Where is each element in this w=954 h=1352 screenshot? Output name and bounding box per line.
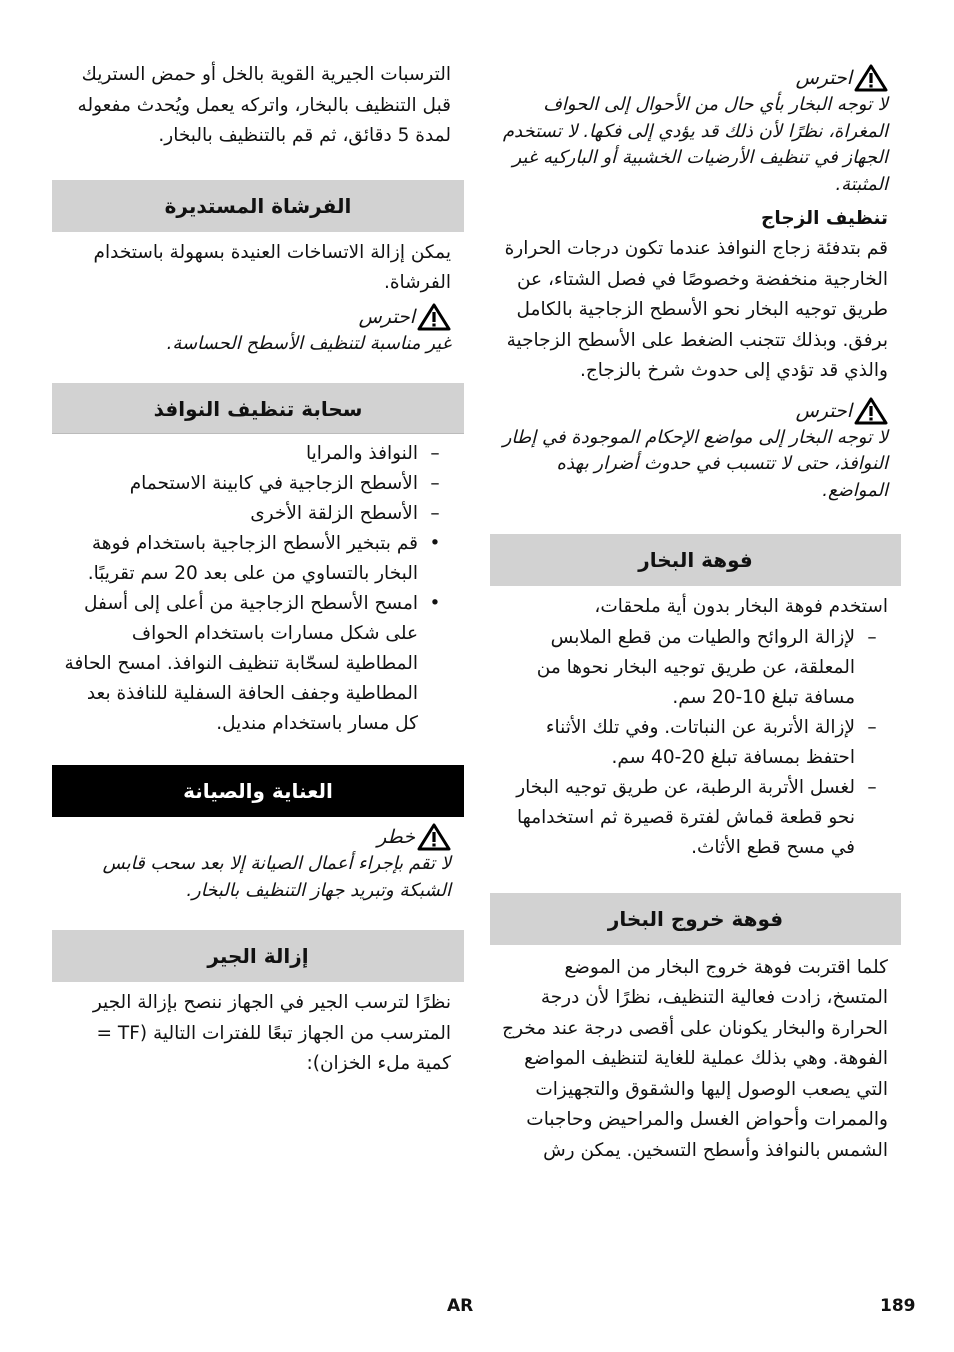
warning-round-brush — [52, 303, 464, 358]
warning-label: احترس — [795, 67, 852, 89]
steam-nozzle-list — [490, 623, 901, 863]
section-title-round-brush: الفرشاة المستديرة — [52, 180, 464, 232]
descaling-text: نظرًا لترسب الجير في الجهاز ننصح بإزالة الجير المترسب من الجهاز تبعًا للفترات التالية (TF = كمية ملء الخزان): — [92, 992, 451, 1074]
danger-care — [52, 823, 464, 904]
list-item: • امسح الأسطح الزجاجية من أعلى إلى أسفل على شكل مسارات باستخدام الحواف المطاطية لسحّابة تنظيف النوافذ. امسح الحافة المطاطية وجفف الحافة السفلية للنافذة بعد كل مسار باستخدام منديل. — [64, 593, 441, 734]
warning-triangle-icon — [854, 397, 888, 425]
warning-label: احترس — [795, 399, 852, 422]
warning-window-frame — [490, 397, 901, 505]
left-column — [52, 60, 464, 1080]
list-item: – لإزالة الأتربة عن النباتات. وفي تلك الأثناء احتفظ بمسافة تبلغ 20-40 سم. — [545, 716, 877, 768]
list-item: – لإزالة الروائح والطيات من قطع الملابس المعلقة، عن طريق توجيه البخار نحوها من مسافة تبلغ 10-20 سم. — [536, 626, 877, 708]
danger-text: لا تقم بإجراء أعمال الصيانة إلا بعد سحب قابس الشبكة وتبريد جهاز التنظيف بالبخار. — [102, 853, 451, 901]
descaling-continued-text: الترسبات الجيرية القوية بالخل أو حمض الستريك قبل التنظيف بالبخار، واتركه يعمل ويُحدث مفعوله لمدة 5 دقائق، ثم قم بالتنظيف بالبخار. — [77, 64, 451, 146]
list-item: – النوافذ والمرايا — [305, 443, 440, 464]
steam-nozzle-intro: استخدم فوهة البخار بدون أية ملحقات، — [594, 596, 888, 617]
danger-triangle-icon — [417, 823, 451, 851]
outlet-nozzle-text: كلما اقتربت فوهة خروج البخار من الموضع المتسخ، زادت فعالية التنظيف، نظرًا لأن درجة الحرارة والبخار يكونان على أقصى درجة عند مخرج الفوهة. وهي بذلك عملية للغاية لتنظيف المواضع التي يصعب الوصول إليها والشقوق والتجهيزات والممرات وأحواض الغسل والمراحيض وحاجبات الشمس بالنوافذ وأسطح التسخين. يمكن رش — [502, 956, 888, 1161]
right-column — [490, 60, 901, 1166]
section-title-descaling: إزالة الجير — [52, 930, 464, 982]
list-item: – الأسطح الزلقة الأخرى — [250, 503, 440, 524]
warning-triangle-icon — [854, 64, 888, 92]
warning-text: غير مناسبة لتنظيف الأسطح الحساسة. — [166, 332, 451, 354]
glass-text: قم بتدفئة زجاج النوافذ عندما تكون درجات الحرارة الخارجية منخفضة وخصوصًا في فصل الشتاء، عن طريق توجيه البخار نحو الأسطح الزجاجية بالكامل برفق. وبذلك تتجنب الضغط على الأسطح الزجاجية والذي قد تؤدي إلى حدوث شرخ بالزجاج. — [504, 238, 888, 381]
danger-label: خطر — [377, 826, 415, 848]
warning-triangle-icon — [417, 303, 451, 331]
list-item: – لغسل الأتربة الرطبة، عن طريق توجيه البخار نحو قطعة قماش لفترة قصيرة ثم استخدامها في مسح قطع الأثاث. — [516, 776, 877, 858]
warning-seals — [490, 64, 901, 198]
section-title-outlet-nozzle: فوهة خروج البخار — [490, 893, 901, 945]
section-title-window-puller: سحابة تنظيف النوافذ — [52, 383, 464, 435]
round-brush-text: يمكن إزالة الاتساخات العنيدة بسهولة باستخدام الفرشاة. — [93, 241, 451, 293]
warning-text: لا توجه البخار بأي حال من الأحوال إلى الحواف المغراة، نظرًا لأن ذلك قد يؤدي إلى فكها. لا تستخدم الجهاز في تنظيف الأرضيات الخشبية أو الباركيه غير المثبتة. — [502, 94, 888, 195]
section-title-care: العناية والصيانة — [52, 765, 464, 817]
list-item: • قم بتبخير الأسطح الزجاجية باستخدام فوهة البخار بالتساوي من على بعد 20 سم تقريبًا. — [87, 533, 441, 584]
section-title-steam-nozzle: فوهة البخار — [490, 534, 901, 586]
language-code: AR — [447, 1296, 474, 1316]
warning-label: احترس — [358, 305, 415, 328]
window-puller-list — [52, 439, 464, 739]
glass-heading: تنظيف الزجاج — [761, 208, 888, 229]
list-item: – الأسطح الزجاجية في كابينة الاستحمام — [129, 473, 440, 494]
page-number: 189 — [880, 1296, 916, 1316]
warning-text: لا توجه البخار إلى مواضع الإحكام الموجودة في إطار النوافذ، حتى لا تتسبب في حدوث أضرار بهذه المواضع. — [502, 426, 888, 501]
